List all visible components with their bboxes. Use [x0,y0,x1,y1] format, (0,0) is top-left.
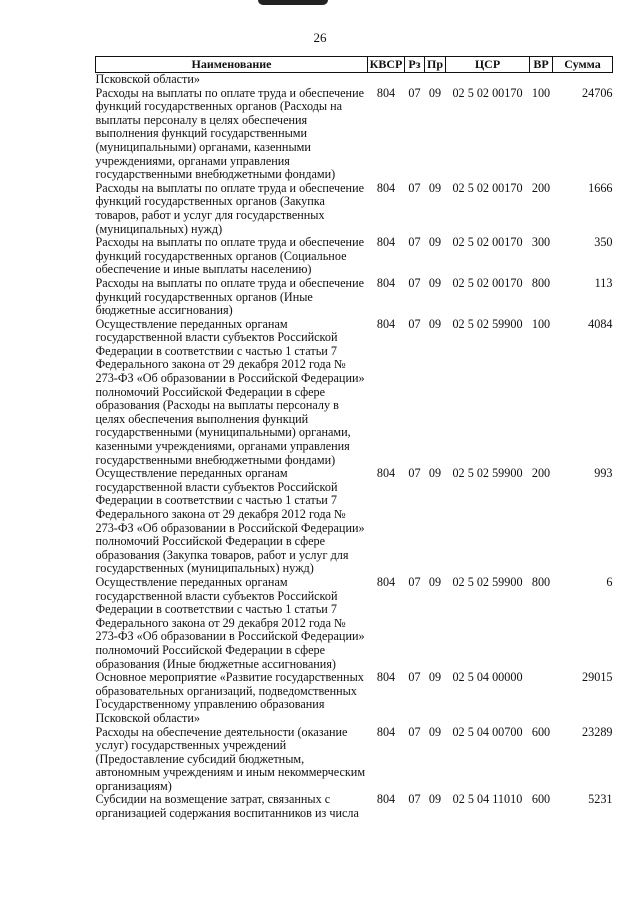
cell-csr: 02 5 04 00000 [452,670,523,685]
table-row [96,671,613,725]
cell-vr: 600 [531,724,551,739]
cell-kvsr: 804 [376,275,396,290]
cell-rz: 07 [408,574,421,589]
cell-sum: 24706 [582,85,613,100]
cell-rz [405,73,425,87]
cell-kvsr: 804 [376,574,396,589]
cell-pr: 09 [428,724,442,739]
cell-vr: 200 [531,180,551,195]
cell-sum: 4084 [588,316,613,331]
cell-sum: 23289 [582,724,613,739]
cell-pr: 09 [428,316,442,331]
cell-vr: 100 [531,316,551,331]
cell-csr: 02 5 02 00170 [452,275,523,290]
cell-csr: 02 5 02 00170 [452,180,523,195]
cell-sum: 5231 [588,792,613,807]
cell-name: Расходы на выплаты по оплате труда и обеспечение функций государственных органов (Закупка товаров, работ и услуг для государственных (муниципальных) нужд) [95,180,364,236]
cell-rz: 07 [408,792,421,807]
cell-csr: 02 5 02 59900 [452,574,523,589]
table-row [96,467,613,576]
cell-kvsr: 804 [376,466,396,481]
cell-name: Осуществление переданных органам государственной власти субъектов Российской Федерации в соответствии с частью 1 статьи 7 Федерального закона от 29 декабря 2012 года № 273-ФЗ «Об образовании в Российской Федерации» полномочий Российской Федерации в сфере образования (Расходы на выплаты персоналу в целях обеспечения выполнения функций государственными (муниципальными) органами, казенными учреждениями, органами управления государственными внебюджетными фондами) [95,316,365,467]
header-sum: Сумма [553,57,613,73]
cell-csr: 02 5 04 11010 [452,792,523,807]
cell-csr: 02 5 02 59900 [452,316,523,331]
table-row [96,793,613,820]
table-row [96,726,613,794]
cell-pr: 09 [428,180,442,195]
cell-kvsr: 804 [376,724,396,739]
cell-kvsr: 804 [376,180,396,195]
table-row [96,182,613,236]
cell-name: Осуществление переданных органам государственной власти субъектов Российской Федерации в соответствии с частью 1 статьи 7 Федерального закона от 29 декабря 2012 года № 273-ФЗ «Об образовании в Российской Федерации» полномочий Российской Федерации в сфере образования (Закупка товаров, работ и услуг для государственных (муниципальных) нужд) [95,466,365,576]
cell-vr: 600 [531,792,551,807]
cell-vr: 100 [531,85,551,100]
cell-csr [446,73,530,87]
cell-pr: 09 [428,235,442,250]
cell-kvsr: 804 [376,670,396,685]
cell-pr: 09 [428,574,442,589]
cell-pr: 09 [428,792,442,807]
cell-csr: 02 5 04 00700 [452,724,523,739]
cell-rz: 07 [408,724,421,739]
cell-name: Псковской области» [95,72,200,86]
cell-name: Основное мероприятие «Развитие государственных образовательных организаций, подведомственных Государственному управлению образования Псковской области» [95,670,364,725]
cell-pr: 09 [428,670,442,685]
header-kvsr: КВСР [368,57,405,73]
cell-sum [553,73,613,87]
cell-name: Осуществление переданных органам государственной власти субъектов Российской Федерации в соответствии с частью 1 статьи 7 Федерального закона от 29 декабря 2012 года № 273-ФЗ «Об образовании в Российской Федерации» полномочий Российской Федерации в сфере образования (Иные бюджетные ассигнования) [95,574,365,671]
cell-sum: 113 [594,275,613,290]
cell-kvsr: 804 [376,85,396,100]
cell-kvsr: 804 [376,792,396,807]
header-name: Наименование [96,57,368,73]
header-vr: ВР [530,57,553,73]
cell-rz: 07 [408,275,421,290]
cell-rz: 07 [408,316,421,331]
budget-table [95,56,613,821]
cell-csr: 02 5 02 00170 [452,85,523,100]
table-row [96,87,613,182]
cell-rz: 07 [408,670,421,685]
cell-name: Расходы на выплаты по оплате труда и обеспечение функций государственных органов (Расходы на выплаты персоналу в целях обеспечения выполнения функций государственными (муниципальными) органами, казенными учреждениями, органами управления государственными внебюджетными фондами) [95,85,364,182]
header-pr: Пр [425,57,446,73]
table-row [96,236,613,277]
cell-sum: 6 [606,574,613,589]
cell-rz: 07 [408,85,421,100]
cell-vr [530,73,553,87]
cell-name: Расходы на выплаты по оплате труда и обеспечение функций государственных органов (Иные бюджетные ассигнования) [95,275,364,318]
table-header-row [96,57,613,73]
cell-pr: 09 [428,466,442,481]
cell-sum: 350 [594,235,613,250]
cell-kvsr: 804 [376,235,396,250]
cell-pr: 09 [428,275,442,290]
header-rz: Рз [405,57,425,73]
cell-vr: 300 [531,235,551,250]
cell-rz: 07 [408,466,421,481]
cell-pr [425,73,446,87]
cell-sum: 29015 [582,670,613,685]
cell-vr: 200 [531,466,551,481]
cell-kvsr: 804 [376,316,396,331]
cell-vr: 800 [531,275,551,290]
cell-rz: 07 [408,180,421,195]
table-row [96,576,613,671]
cell-vr [530,671,553,725]
cell-csr: 02 5 02 00170 [452,235,523,250]
table-row [96,277,613,318]
cell-name: Расходы на обеспечение деятельности (оказание услуг) государственных учреждений (Предоставление субсидий бюджетным, автономным учреждениям и иным некоммерческим организациям) [95,724,366,793]
cell-vr: 800 [531,574,551,589]
cell-sum: 1666 [588,180,613,195]
cell-rz: 07 [408,235,421,250]
page-number: 26 [313,30,327,45]
header-csr: ЦСР [446,57,530,73]
table-row [96,73,613,87]
cell-sum: 993 [594,466,613,481]
cell-name: Расходы на выплаты по оплате труда и обеспечение функций государственных органов (Социальное обеспечение и иные выплаты населению) [95,235,364,277]
cell-csr: 02 5 02 59900 [452,466,523,481]
scan-blot [258,0,328,5]
cell-kvsr [368,73,405,87]
cell-pr: 09 [428,85,442,100]
table-row [96,318,613,468]
cell-name: Субсидии на возмещение затрат, связанных с организацией содержания воспитанников из числа [95,792,359,821]
